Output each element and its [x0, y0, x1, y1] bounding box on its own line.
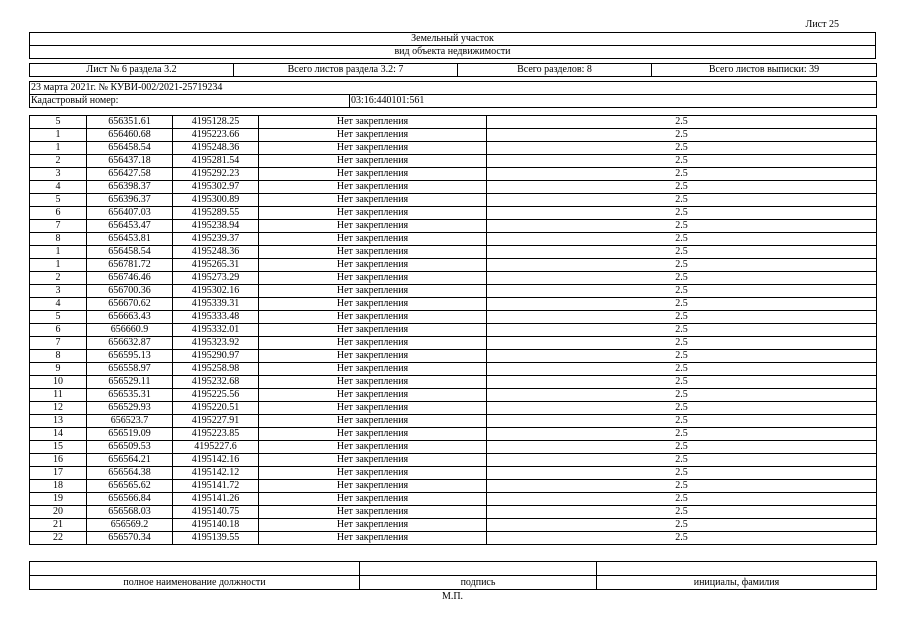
marking-cell: Нет закрепления — [259, 376, 487, 389]
point-number-cell: 20 — [30, 506, 87, 519]
error-cell: 2.5 — [487, 142, 877, 155]
coordinates-table — [29, 115, 877, 545]
marking-cell: Нет закрепления — [259, 493, 487, 506]
coord-x-cell: 656407.03 — [87, 207, 173, 220]
error-cell: 2.5 — [487, 428, 877, 441]
total-section-sheets: Всего листов раздела 3.2: 7 — [234, 64, 458, 77]
object-type-header — [29, 32, 876, 59]
coord-x-cell: 656529.11 — [87, 376, 173, 389]
table-row — [30, 532, 877, 545]
marking-cell: Нет закрепления — [259, 415, 487, 428]
coord-y-cell: 4195292.23 — [173, 168, 259, 181]
marking-cell: Нет закрепления — [259, 116, 487, 129]
point-number-cell: 5 — [30, 194, 87, 207]
coord-x-cell: 656746.46 — [87, 272, 173, 285]
error-cell: 2.5 — [487, 350, 877, 363]
coord-x-cell: 656564.38 — [87, 467, 173, 480]
coord-y-cell: 4195289.55 — [173, 207, 259, 220]
coord-y-cell: 4195332.01 — [173, 324, 259, 337]
cadastral-label: Кадастровый номер: — [30, 95, 350, 108]
table-row — [30, 363, 877, 376]
error-cell: 2.5 — [487, 272, 877, 285]
coord-x-cell: 656568.03 — [87, 506, 173, 519]
point-number-cell: 5 — [30, 116, 87, 129]
error-cell: 2.5 — [487, 402, 877, 415]
error-cell: 2.5 — [487, 116, 877, 129]
error-cell: 2.5 — [487, 298, 877, 311]
coord-x-cell: 656398.37 — [87, 181, 173, 194]
coord-y-cell: 4195220.51 — [173, 402, 259, 415]
coord-x-cell: 656458.54 — [87, 142, 173, 155]
point-number-cell: 4 — [30, 298, 87, 311]
marking-cell: Нет закрепления — [259, 194, 487, 207]
point-number-cell: 11 — [30, 389, 87, 402]
coord-y-cell: 4195258.98 — [173, 363, 259, 376]
point-number-cell: 14 — [30, 428, 87, 441]
table-row — [30, 155, 877, 168]
coord-x-cell: 656529.93 — [87, 402, 173, 415]
point-number-cell: 17 — [30, 467, 87, 480]
coord-x-cell: 656427.58 — [87, 168, 173, 181]
coord-x-cell: 656453.81 — [87, 233, 173, 246]
marking-cell: Нет закрепления — [259, 272, 487, 285]
point-number-cell: 5 — [30, 311, 87, 324]
marking-cell: Нет закрепления — [259, 311, 487, 324]
error-cell: 2.5 — [487, 441, 877, 454]
point-number-cell: 1 — [30, 129, 87, 142]
table-row — [30, 298, 877, 311]
error-cell: 2.5 — [487, 129, 877, 142]
error-cell: 2.5 — [487, 233, 877, 246]
coord-y-cell: 4195142.16 — [173, 454, 259, 467]
table-row — [30, 467, 877, 480]
coord-x-cell: 656558.97 — [87, 363, 173, 376]
object-subtitle: вид объекта недвижимости — [30, 46, 876, 59]
marking-cell: Нет закрепления — [259, 220, 487, 233]
coord-y-cell: 4195300.89 — [173, 194, 259, 207]
coord-y-cell: 4195142.12 — [173, 467, 259, 480]
marking-cell: Нет закрепления — [259, 337, 487, 350]
stamp-label: М.П. — [441, 591, 464, 602]
error-cell: 2.5 — [487, 493, 877, 506]
coord-x-cell: 656460.68 — [87, 129, 173, 142]
point-number-cell: 1 — [30, 142, 87, 155]
error-cell: 2.5 — [487, 467, 877, 480]
cadastral-number: 03:16:440101:561 — [350, 95, 877, 108]
total-extract-sheets: Всего листов выписки: 39 — [652, 64, 877, 77]
coord-y-cell: 4195265.31 — [173, 259, 259, 272]
marking-cell: Нет закрепления — [259, 233, 487, 246]
point-number-cell: 6 — [30, 207, 87, 220]
coord-y-cell: 4195139.55 — [173, 532, 259, 545]
point-number-cell: 13 — [30, 415, 87, 428]
marking-cell: Нет закрепления — [259, 506, 487, 519]
error-cell: 2.5 — [487, 480, 877, 493]
marking-cell: Нет закрепления — [259, 207, 487, 220]
point-number-cell: 16 — [30, 454, 87, 467]
marking-cell: Нет закрепления — [259, 298, 487, 311]
table-row — [30, 233, 877, 246]
table-row — [30, 259, 877, 272]
coord-y-cell: 4195140.18 — [173, 519, 259, 532]
point-number-cell: 7 — [30, 337, 87, 350]
object-title: Земельный участок — [30, 33, 876, 46]
marking-cell: Нет закрепления — [259, 402, 487, 415]
coord-x-cell: 656566.84 — [87, 493, 173, 506]
point-number-cell: 1 — [30, 246, 87, 259]
error-cell: 2.5 — [487, 259, 877, 272]
marking-cell: Нет закрепления — [259, 155, 487, 168]
error-cell: 2.5 — [487, 168, 877, 181]
table-row — [30, 441, 877, 454]
signature-block — [29, 561, 877, 590]
table-row — [30, 519, 877, 532]
coord-x-cell: 656458.54 — [87, 246, 173, 259]
error-cell: 2.5 — [487, 506, 877, 519]
marking-cell: Нет закрепления — [259, 181, 487, 194]
coord-y-cell: 4195239.37 — [173, 233, 259, 246]
table-row — [30, 181, 877, 194]
error-cell: 2.5 — [487, 181, 877, 194]
coord-y-cell: 4195223.66 — [173, 129, 259, 142]
point-number-cell: 8 — [30, 350, 87, 363]
marking-cell: Нет закрепления — [259, 480, 487, 493]
table-row — [30, 272, 877, 285]
coord-y-cell: 4195333.48 — [173, 311, 259, 324]
error-cell: 2.5 — [487, 246, 877, 259]
point-number-cell: 1 — [30, 259, 87, 272]
error-cell: 2.5 — [487, 220, 877, 233]
coord-y-cell: 4195281.54 — [173, 155, 259, 168]
table-row — [30, 194, 877, 207]
coord-y-cell: 4195290.97 — [173, 350, 259, 363]
coord-x-cell: 656437.18 — [87, 155, 173, 168]
table-row — [30, 454, 877, 467]
coord-x-cell: 656663.43 — [87, 311, 173, 324]
error-cell: 2.5 — [487, 363, 877, 376]
name-cell — [597, 562, 877, 576]
coord-y-cell: 4195225.56 — [173, 389, 259, 402]
table-row — [30, 415, 877, 428]
marking-cell: Нет закрепления — [259, 259, 487, 272]
coord-x-cell: 656595.13 — [87, 350, 173, 363]
table-row — [30, 311, 877, 324]
position-cell — [30, 562, 360, 576]
cadastral-block — [29, 81, 877, 108]
table-row — [30, 324, 877, 337]
coord-x-cell: 656700.36 — [87, 285, 173, 298]
coord-y-cell: 4195323.92 — [173, 337, 259, 350]
point-number-cell: 4 — [30, 181, 87, 194]
coord-y-cell: 4195232.68 — [173, 376, 259, 389]
marking-cell: Нет закрепления — [259, 350, 487, 363]
coord-x-cell: 656670.62 — [87, 298, 173, 311]
marking-cell: Нет закрепления — [259, 532, 487, 545]
coord-x-cell: 656519.09 — [87, 428, 173, 441]
error-cell: 2.5 — [487, 337, 877, 350]
coord-x-cell: 656632.87 — [87, 337, 173, 350]
coord-x-cell: 656565.62 — [87, 480, 173, 493]
point-number-cell: 12 — [30, 402, 87, 415]
error-cell: 2.5 — [487, 194, 877, 207]
marking-cell: Нет закрепления — [259, 363, 487, 376]
error-cell: 2.5 — [487, 532, 877, 545]
point-number-cell: 15 — [30, 441, 87, 454]
marking-cell: Нет закрепления — [259, 129, 487, 142]
point-number-cell: 19 — [30, 493, 87, 506]
table-row — [30, 129, 877, 142]
point-number-cell: 18 — [30, 480, 87, 493]
table-row — [30, 389, 877, 402]
error-cell: 2.5 — [487, 324, 877, 337]
sheet-label: Лист 25 — [805, 19, 839, 30]
table-row — [30, 116, 877, 129]
coord-x-cell: 656535.31 — [87, 389, 173, 402]
coord-y-cell: 4195227.91 — [173, 415, 259, 428]
point-number-cell: 6 — [30, 324, 87, 337]
date-number: 23 марта 2021г. № КУВИ-002/2021-25719234 — [30, 82, 877, 95]
marking-cell: Нет закрепления — [259, 519, 487, 532]
sheet-of-section: Лист № 6 раздела 3.2 — [30, 64, 234, 77]
error-cell: 2.5 — [487, 376, 877, 389]
marking-cell: Нет закрепления — [259, 285, 487, 298]
error-cell: 2.5 — [487, 155, 877, 168]
coord-x-cell: 656351.61 — [87, 116, 173, 129]
coord-x-cell: 656396.37 — [87, 194, 173, 207]
coord-y-cell: 4195141.72 — [173, 480, 259, 493]
error-cell: 2.5 — [487, 207, 877, 220]
point-number-cell: 21 — [30, 519, 87, 532]
table-row — [30, 480, 877, 493]
table-row — [30, 493, 877, 506]
coord-x-cell: 656453.47 — [87, 220, 173, 233]
name-label: инициалы, фамилия — [597, 576, 877, 590]
total-sections: Всего разделов: 8 — [458, 64, 652, 77]
sheet-info-row — [29, 63, 877, 77]
coord-y-cell: 4195248.36 — [173, 142, 259, 155]
coord-y-cell: 4195227.6 — [173, 441, 259, 454]
point-number-cell: 3 — [30, 168, 87, 181]
marking-cell: Нет закрепления — [259, 168, 487, 181]
coord-y-cell: 4195248.36 — [173, 246, 259, 259]
table-row — [30, 402, 877, 415]
table-row — [30, 168, 877, 181]
marking-cell: Нет закрепления — [259, 324, 487, 337]
coord-x-cell: 656569.2 — [87, 519, 173, 532]
coord-x-cell: 656523.7 — [87, 415, 173, 428]
coord-y-cell: 4195140.75 — [173, 506, 259, 519]
point-number-cell: 8 — [30, 233, 87, 246]
signature-cell — [360, 562, 597, 576]
coord-y-cell: 4195238.94 — [173, 220, 259, 233]
table-row — [30, 506, 877, 519]
error-cell: 2.5 — [487, 415, 877, 428]
table-row — [30, 376, 877, 389]
point-number-cell: 7 — [30, 220, 87, 233]
error-cell: 2.5 — [487, 519, 877, 532]
point-number-cell: 22 — [30, 532, 87, 545]
table-row — [30, 246, 877, 259]
error-cell: 2.5 — [487, 285, 877, 298]
coord-x-cell: 656570.34 — [87, 532, 173, 545]
coord-y-cell: 4195302.97 — [173, 181, 259, 194]
coord-y-cell: 4195339.31 — [173, 298, 259, 311]
table-row — [30, 337, 877, 350]
coord-y-cell: 4195128.25 — [173, 116, 259, 129]
point-number-cell: 2 — [30, 272, 87, 285]
error-cell: 2.5 — [487, 311, 877, 324]
table-row — [30, 142, 877, 155]
point-number-cell: 9 — [30, 363, 87, 376]
coord-x-cell: 656781.72 — [87, 259, 173, 272]
marking-cell: Нет закрепления — [259, 142, 487, 155]
marking-cell: Нет закрепления — [259, 428, 487, 441]
coord-x-cell: 656509.53 — [87, 441, 173, 454]
signature-label: подпись — [360, 576, 597, 590]
point-number-cell: 2 — [30, 155, 87, 168]
error-cell: 2.5 — [487, 389, 877, 402]
table-row — [30, 285, 877, 298]
point-number-cell: 3 — [30, 285, 87, 298]
marking-cell: Нет закрепления — [259, 454, 487, 467]
marking-cell: Нет закрепления — [259, 389, 487, 402]
position-label: полное наименование должности — [30, 576, 360, 590]
table-row — [30, 350, 877, 363]
point-number-cell: 10 — [30, 376, 87, 389]
coord-y-cell: 4195141.26 — [173, 493, 259, 506]
marking-cell: Нет закрепления — [259, 441, 487, 454]
coord-y-cell: 4195223.85 — [173, 428, 259, 441]
marking-cell: Нет закрепления — [259, 246, 487, 259]
coord-y-cell: 4195302.16 — [173, 285, 259, 298]
table-row — [30, 428, 877, 441]
error-cell: 2.5 — [487, 454, 877, 467]
table-row — [30, 207, 877, 220]
table-row — [30, 220, 877, 233]
coord-y-cell: 4195273.29 — [173, 272, 259, 285]
marking-cell: Нет закрепления — [259, 467, 487, 480]
coord-x-cell: 656564.21 — [87, 454, 173, 467]
coord-x-cell: 656660.9 — [87, 324, 173, 337]
